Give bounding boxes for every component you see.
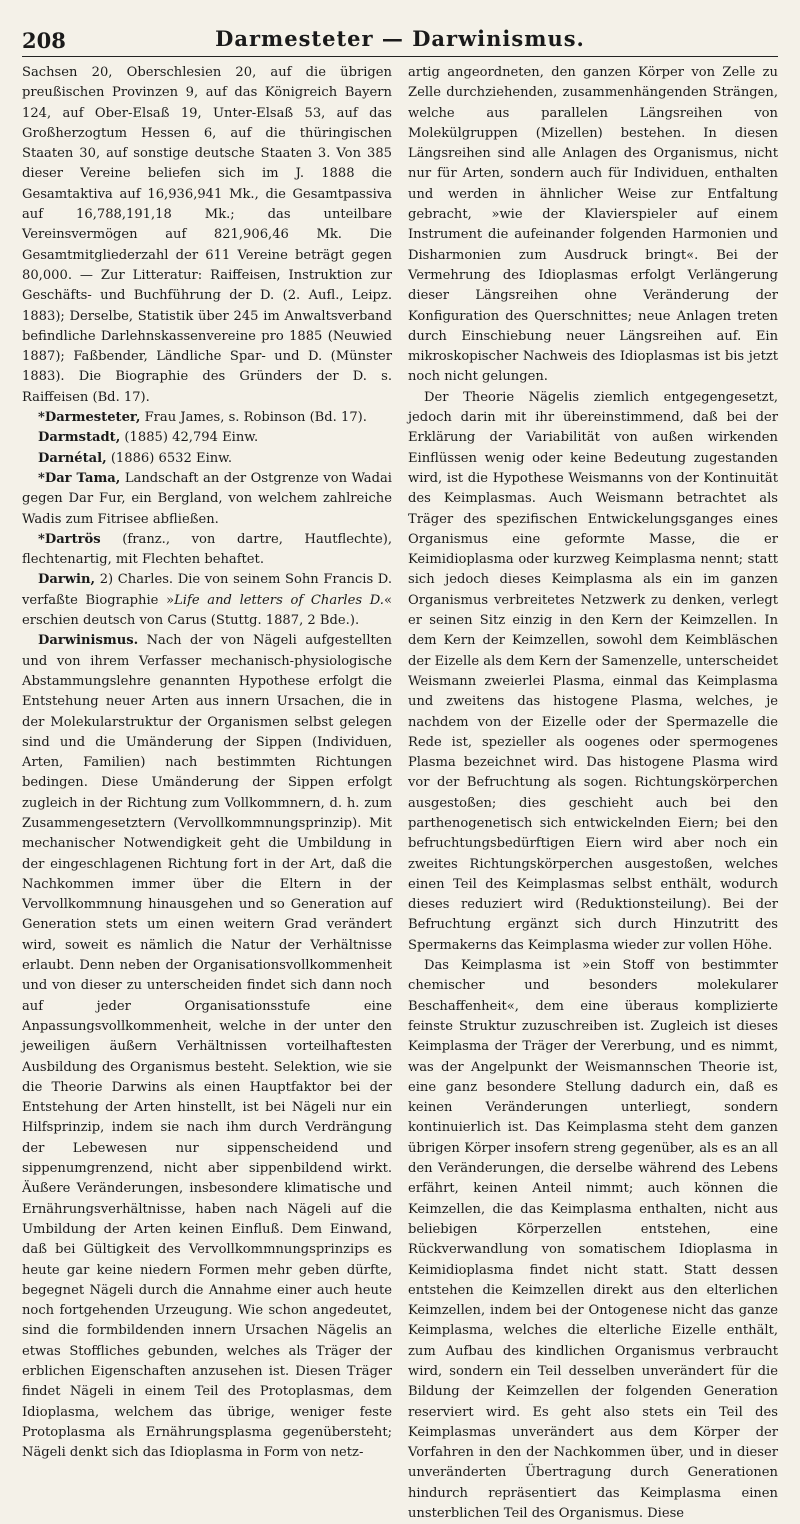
entry-darmesteter <box>22 408 392 428</box>
page-number: 208 <box>22 28 66 53</box>
entry-headword: Darnétal, <box>38 450 107 466</box>
paragraph: Der Theorie Nägelis ziemlich entgegengesetzt, jedoch darin mit ihr übereinstimmend, daß bei der Erklärung der Variabilität von außen wirkenden Einflüssen wenig oder keine Bedeutung zugestanden wird, ist die Hypothese Weismanns von der Kontinuität des Keimplasmas. Auch Weismann betrachtet als Träger des spezifischen Entwickelungsganges eines Organismus eine geformte Masse, die er Keimidioplasma oder kurzweg Keimplasma nennt; statt sich jedoch dieses Keimplasma als ein im ganzen Organismus verbreitetes Netzwerk zu denken, verlegt er seinen Sitz einzig in den Kern der Keimzellen. In dem Kern der Keimzellen, sowohl dem Keimbläschen der Eizelle als dem Kern der Samenzelle, unterscheidet Weismann zweierlei Plasma, einmal das Keimplasma und zweitens das histogene Plasma, welches, je nachdem von der Eizelle oder der Spermazelle die Rede ist, spezieller als oogenes oder spermogenes Plasma bezeichnet wird. Das histogene Plasma wird vor der Befruchtung als sogen. Richtungskörperchen ausgestoßen; dies geschieht auch bei den parthenogenetisch sich entwickelnden Eiern; bei den befruchtungsbedürftigen Eiern wird aber noch ein zweites Richtungskörperchen ausgestoßen, welches einen Teil des Keimplasmas selbst enthält, wodurch dieses reduziert wird (Reduktionsteilung). Bei der Befruchtung ergänzt sich durch Hinzutritt des Spermakerns das Keimplasma wieder zur vollen Höhe. <box>408 389 778 953</box>
entry-headword: *Dartrös <box>38 531 101 547</box>
paragraph: artig angeordneten, den ganzen Körper von Zelle zu Zelle durchziehenden, zusammenhängenden Strängen, welche aus parallelen Längsreihen von Molekülgruppen (Mizellen) bestehen. In diesen Längsreihen sind alle Anlagen des Organismus, nicht nur für Arten, sondern auch für Individuen, enthalten und werden in ähnlicher Weise zur Entfaltung gebracht, »wie der Klavierspieler auf einem Instrument die aufeinander folgenden Harmonien und Disharmonien zum Ausdruck bringt«. Bei der Vermehrung des Idioplasmas erfolgt Verlängerung dieser Längsreihen ohne Veränderung der Konfiguration des Querschnittes; neue Anlagen treten durch Einschiebung neuer Längsreihen auf. Ein mikroskopischer Nachweis des Idioplasmas ist bis jetzt noch nicht gelungen. <box>408 65 778 385</box>
text-columns <box>22 63 778 1522</box>
entry-darmstadt <box>22 428 392 448</box>
entry-text: (franz., von dartre, Hautflechte), flechtenartig, mit Flechten behaftet. <box>22 531 392 568</box>
entry-headword: Darmstadt, <box>38 430 121 446</box>
entry-text: 2) Charles. Die von seinem Sohn Francis D. verfaßte Biographie » <box>22 572 392 608</box>
page-header <box>22 22 778 57</box>
entry-dar-tama <box>22 469 392 530</box>
entry-darnetal <box>22 449 392 469</box>
right-column <box>408 63 778 1522</box>
entry-darwinismus <box>22 631 392 1463</box>
running-head: Darmesteter — Darwinismus. <box>215 26 585 51</box>
book-title: Life and letters of Charles D. <box>174 592 384 608</box>
entry-text: (1885) 42,794 Einw. <box>120 430 259 446</box>
paragraph: Sachsen 20, Oberschlesien 20, auf die übrigen preußischen Provinzen 9, auf das Königreich Bayern 124, auf Ober-Elsaß 19, Unter-Elsaß 53, auf das Großherzogtum Hessen 6, auf die thüringischen Staaten 30, auf sonstige deutsche Staaten 3. Von 385 dieser Vereine beliefen sich im J. 1888 die Gesamtaktiva auf 16,936,941 Mk., die Gesamtpassiva auf 16,788,191,18 Mk.; das unteilbare Vereinsvermögen auf 821,906,46 Mk. Die Gesamtmitgliederzahl der 611 Vereine beträgt gegen 80,000. — Zur Litteratur: Raiffeisen, Instruktion zur Geschäfts- und Buchführung der D. (2. Aufl., Leipz. 1883); Derselbe, Statistik über 245 im Anwaltsverband befindliche Darlehnskassenvereine pro 1885 (Neuwied 1887); Faßbender, Ländliche Spar- und D. (Münster 1883). Die Biographie des Gründers der D. s. Raiffeisen (Bd. 17). <box>22 65 392 405</box>
entry-text: Landschaft an der Ostgrenze von Wadai gegen Dar Fur, ein Bergland, von welchem zahlreiche Wadis zum Fitrisee abfließen. <box>22 470 392 527</box>
entry-text: Frau James, s. Robinson (Bd. 17). <box>140 410 367 426</box>
entry-headword: Darwinismus. <box>38 633 139 649</box>
entry-text: « erschien deutsch von Carus (Stuttg. 1887, 2 Bde.). <box>22 592 392 629</box>
entry-headword: Darwin, <box>38 572 96 588</box>
entry-dartros <box>22 530 392 571</box>
entry-headword: *Darmesteter, <box>38 410 141 426</box>
entry-text: (1886) 6532 Einw. <box>106 450 232 466</box>
left-column <box>22 63 392 1461</box>
paragraph: Das Keimplasma ist »ein Stoff von bestimmter chemischer und besonders molekularer Beschaffenheit«, dem eine überaus komplizierte feinste Struktur zuzuschreiben ist. Zugleich ist dieses Keimplasma der Träger der Vererbung, und es nimmt, was der Angelpunkt der Weismannschen Theorie ist, eine ganz besondere Stellung dadurch ein, daß es keinen Veränderungen unterliegt, sondern kontinuierlich ist. Das Keimplasma steht dem ganzen übrigen Körper insofern streng gegenüber, als es an all den Veränderungen, die derselbe während des Lebens erfährt, keinen Anteil nimmt; auch können die Keimzellen, die das Keimplasma enthalten, nicht aus beliebigen Körperzellen entstehen, eine Rückverwandlung von somatischem Idioplasma in Keimidioplasma findet nicht statt. Statt dessen entstehen die Keimzellen direkt aus den elterlichen Keimzellen, indem bei der Ontogenese nicht das ganze Keimplasma, welches die elterliche Eizelle enthält, zum Aufbau des kindlichen Organismus verbraucht wird, sondern ein Teil desselben unverändert für die Bildung der Keimzellen der folgenden Generation reserviert wird. Es geht also stets ein Teil des Keimplasmas unverändert aus dem Körper der Vorfahren in den der Nachkommen über, und in dieser unveränderten Übertragung durch Generationen hindurch repräsentiert das Keimplasma einen unsterblichen Teil des Organismus. Diese <box>408 958 778 1522</box>
entry-headword: *Dar Tama, <box>38 470 121 486</box>
entry-text: Nach der von Nägeli aufgestellten und von ihrem Verfasser mechanisch-physiologische Abstammungslehre genannten Hypothese erfolgt die Entstehung neuer Arten aus innern Ursachen, die in der Molekularstruktur der Organismen selbst gelegen sind und die Umänderung der Sippen (Individuen, Arten, Familien) nach bestimmten Richtungen bedingen. Diese Umänderung der Sippen erfolgt zugleich in der Richtung zum Vollkommnern, d. h. zum Zusammengesetztern (Vervollkommnungsprinzip). Mit mechanischer Notwendigkeit geht die Umbildung in der eingeschlagenen Richtung fort in der Art, daß die Nachkommen immer über die Eltern in der Vervollkommnung hinausgehen und so Generation auf Generation stets um einen weitern Grad verändert wird, soweit es nämlich die Natur der Verhältnisse erlaubt. Denn neben der Organisationsvollkommenheit und von dieser zu unterscheiden findet sich dann noch auf jeder Organisationsstufe eine Anpassungsvollkommenheit, welche in der unter den jeweiligen äußern Verhältnissen vorteilhaftesten Ausbildung des Organismus besteht. Selektion, wie sie die Theorie Darwins als einen Hauptfaktor bei der Entstehung der Arten hinstellt, ist bei Nägeli nur ein Hilfsprinzip, indem sie nach ihm durch Verdrängung der Lebewesen nur sippenscheidend und sippenumgrenzend, nicht aber sippenbildend wirkt. Äußere Veränderungen, insbesondere klimatische und Ernährungsverhältnisse, haben nach Nägeli auf die Umbildung der Arten keinen Einfluß. Dem Einwand, daß bei Gültigkeit des Vervollkommnungsprinzips es heute gar keine niedern Formen mehr geben dürfte, begegnet Nägeli durch die Annahme einer auch heute noch fortgehenden Urzeugung. Wie schon angedeutet, sind die formbildenden innern Ursachen Nägelis an etwas Stoffliches gebunden, welches als Träger der erblichen Eigenschaften anzusehen ist. Diesen Träger findet Nägeli in einem Teil des Protoplasmas, dem Idioplasma, welchem das übrige, weniger feste Protoplasma als Ernährungsplasma gegenübersteht; Nägeli denkt sich das Idioplasma in Form von netz- <box>22 633 392 1461</box>
entry-darwin <box>22 570 392 631</box>
